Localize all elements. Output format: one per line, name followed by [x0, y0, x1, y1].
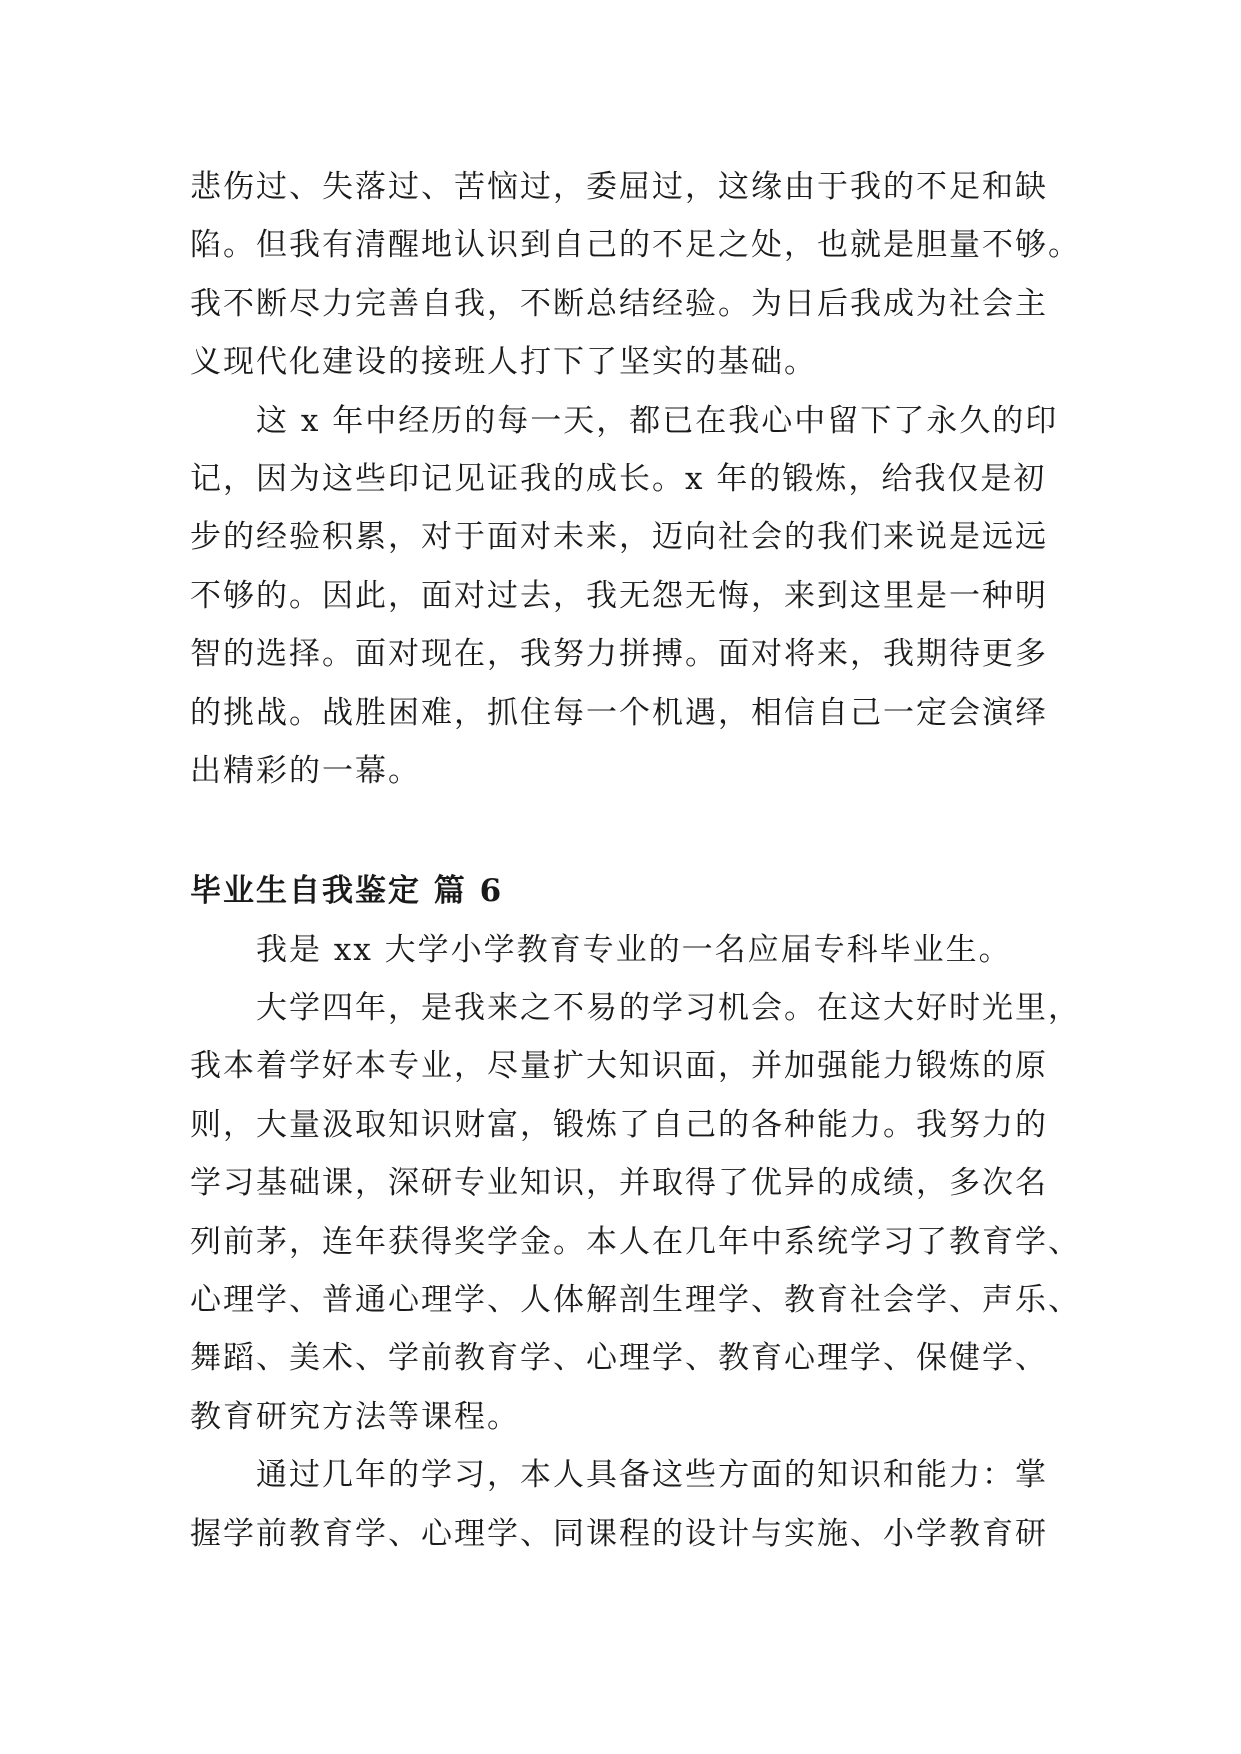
text-line: 陷。但我有清醒地认识到自己的不足之处，也就是胆量不够。 [190, 227, 1081, 264]
text-line: 我是 xx 大学小学教育专业的一名应届专科毕业生。 [256, 931, 1012, 968]
text-line: 列前茅，连年获得奖学金。本人在几年中系统学习了教育学、 [190, 1223, 1081, 1260]
text-line: 则，大量汲取知识财富，锻炼了自己的各种能力。我努力的 [190, 1106, 1048, 1143]
text-line: 悲伤过、失落过、苦恼过，委屈过，这缘由于我的不足和缺 [190, 169, 1048, 205]
text-line: 义现代化建设的接班人打下了坚实的基础。 [190, 344, 817, 381]
text-line: 步的经验积累，对于面对未来，迈向社会的我们来说是远远 [190, 519, 1048, 556]
text-line: 学习基础课，深研专业知识，并取得了优异的成绩，多次名 [190, 1165, 1048, 1202]
text-line: 大学四年，是我来之不易的学习机会。在这大好时光里， [256, 990, 1081, 1027]
text-line: 出精彩的一幕。 [190, 752, 421, 789]
text-line: 我不断尽力完善自我，不断总结经验。为日后我成为社会主 [190, 285, 1048, 322]
text-line: 记，因为这些印记见证我的成长。x 年的锻炼，给我仅是初 [190, 460, 1047, 497]
paragraph-skills [190, 1446, 1070, 1563]
section-spacer [190, 800, 1070, 862]
section-title-text: 毕业生自我鉴定 篇 6 [190, 873, 504, 910]
paragraph-study [190, 979, 1081, 1446]
text-line: 这 x 年中经历的每一天，都已在我心中留下了永久的印 [256, 402, 1059, 439]
text-line: 握学前教育学、心理学、同课程的设计与实施、小学教育研 [190, 1515, 1048, 1552]
paragraph-growth [190, 392, 1070, 801]
document-body [190, 158, 1081, 1563]
text-line: 舞蹈、美术、学前教育学、心理学、教育心理学、保健学、 [190, 1340, 1048, 1377]
text-line: 智的选择。面对现在，我努力拼搏。面对将来，我期待更多 [190, 636, 1048, 673]
paragraph-intro [190, 921, 1070, 979]
section-heading [190, 862, 1070, 920]
text-line: 的挑战。战胜困难，抓住每一个机遇，相信自己一定会演绎 [190, 694, 1048, 731]
text-line: 我本着学好本专业，尽量扩大知识面，并加强能力锻炼的原 [190, 1048, 1048, 1085]
text-line: 教育研究方法等课程。 [190, 1398, 520, 1435]
text-line: 不够的。因此，面对过去，我无怨无悔，来到这里是一种明 [190, 577, 1048, 614]
text-line: 通过几年的学习，本人具备这些方面的知识和能力：掌 [256, 1457, 1048, 1494]
paragraph-continued [190, 158, 1081, 392]
text-line: 心理学、普通心理学、人体解剖生理学、教育社会学、声乐、 [190, 1282, 1081, 1319]
